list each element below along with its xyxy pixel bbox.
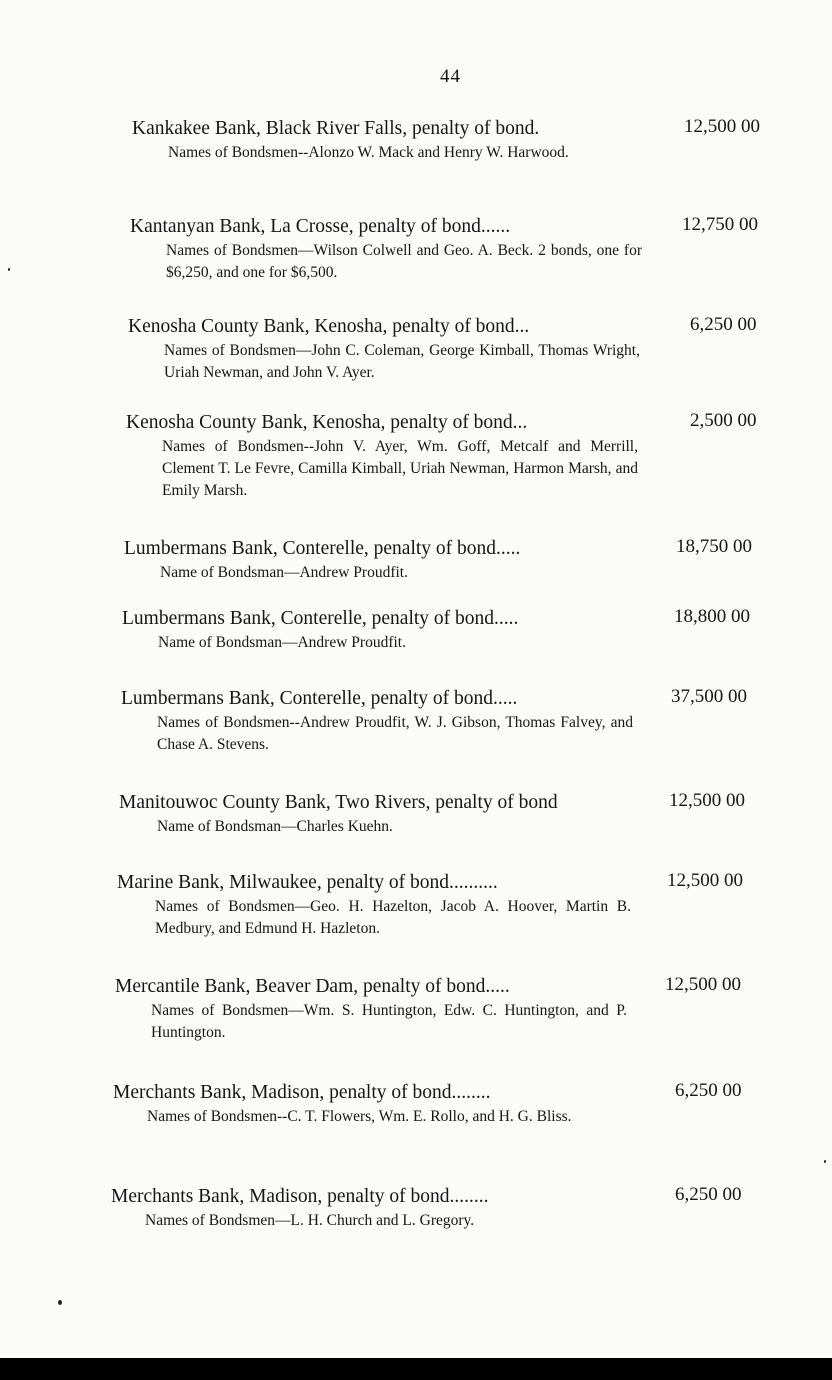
bondsmen-names: Name of Bondsman—Andrew Proudfit.	[160, 564, 408, 581]
bondsmen-names: Names of Bondsmen—Wilson Colwell and Geo. A. Beck. 2 bonds, one for $6,250, and one for $6,500.	[166, 242, 642, 281]
entry-heading: Lumbermans Bank, Conterelle, penalty of bond.....	[121, 688, 518, 709]
entry-heading: Mercantile Bank, Beaver Dam, penalty of bond.....	[115, 976, 510, 997]
bond-amount: 2,500 00	[690, 410, 757, 431]
bond-entry	[128, 314, 828, 384]
scan-edge-bar	[0, 1358, 832, 1380]
entry-heading: Merchants Bank, Madison, penalty of bond........	[113, 1082, 491, 1103]
bond-entry	[117, 870, 817, 940]
bond-entry	[119, 790, 819, 838]
bond-amount: 37,500 00	[671, 686, 747, 707]
entry-heading: Kankakee Bank, Black River Falls, penalty of bond.	[132, 118, 540, 139]
bond-entry	[111, 1184, 811, 1232]
bond-amount: 6,250 00	[675, 1184, 742, 1205]
entry-heading: Merchants Bank, Madison, penalty of bond........	[111, 1186, 489, 1207]
bond-amount: 12,750 00	[682, 214, 758, 235]
entry-heading: Manitouwoc County Bank, Two Rivers, penalty of bond	[119, 792, 558, 813]
bondsmen-names: Names of Bondsmen—John C. Coleman, George Kimball, Thomas Wright, Uriah Newman, and John V. Ayer.	[164, 342, 640, 381]
bond-entry	[124, 536, 824, 584]
bondsmen-names: Names of Bondsmen—Geo. H. Hazelton, Jacob A. Hoover, Martin B. Medbury, and Edmund H. Hazleton.	[155, 898, 631, 937]
bond-amount: 12,500 00	[669, 790, 745, 811]
entry-heading: Marine Bank, Milwaukee, penalty of bond..........	[117, 872, 498, 893]
page-number: 44	[440, 66, 461, 87]
bondsmen-names: Names of Bondsmen—Wm. S. Huntington, Edw. C. Huntington, and P. Huntington.	[151, 1002, 627, 1041]
bond-entry	[132, 116, 832, 164]
bondsmen-names: Names of Bondsmen--Andrew Proudfit, W. J. Gibson, Thomas Falvey, and Chase A. Stevens.	[157, 714, 633, 753]
scan-speck	[58, 1300, 62, 1305]
bond-amount: 18,750 00	[676, 536, 752, 557]
bondsmen-names: Name of Bondsman—Charles Kuehn.	[157, 818, 393, 835]
bondsmen-names: Names of Bondsmen—L. H. Church and L. Gregory.	[145, 1212, 475, 1229]
bond-amount: 12,500 00	[667, 870, 743, 891]
entry-heading: Lumbermans Bank, Conterelle, penalty of bond.....	[122, 608, 519, 629]
bondsmen-names: Names of Bondsmen--Alonzo W. Mack and Henry W. Harwood.	[168, 144, 569, 161]
bondsmen-names: Names of Bondsmen--C. T. Flowers, Wm. E. Rollo, and H. G. Bliss.	[147, 1108, 572, 1125]
bond-entry	[122, 606, 822, 654]
bondsmen-names: Name of Bondsman—Andrew Proudfit.	[158, 634, 406, 651]
bond-entry	[115, 974, 815, 1044]
bond-entry	[113, 1080, 813, 1128]
entry-heading: Kenosha County Bank, Kenosha, penalty of bond...	[128, 316, 530, 337]
bond-amount: 6,250 00	[690, 314, 757, 335]
scan-speck	[824, 1160, 826, 1163]
bond-amount: 12,500 00	[684, 116, 760, 137]
scan-speck	[8, 268, 10, 271]
bond-amount: 12,500 00	[665, 974, 741, 995]
entry-heading: Kantanyan Bank, La Crosse, penalty of bond......	[130, 216, 511, 237]
bond-amount: 6,250 00	[675, 1080, 742, 1101]
bond-entry	[121, 686, 821, 756]
bond-entry	[130, 214, 830, 284]
bond-amount: 18,800 00	[674, 606, 750, 627]
entry-heading: Kenosha County Bank, Kenosha, penalty of bond...	[126, 412, 528, 433]
bond-entry	[126, 410, 826, 502]
bondsmen-names: Names of Bondsmen--John V. Ayer, Wm. Goff, Metcalf and Merrill, Clement T. Le Fevre, Camilla Kimball, Uriah Newman, Harmon Marsh, and Emily Marsh.	[162, 438, 638, 499]
entry-heading: Lumbermans Bank, Conterelle, penalty of bond.....	[124, 538, 521, 559]
